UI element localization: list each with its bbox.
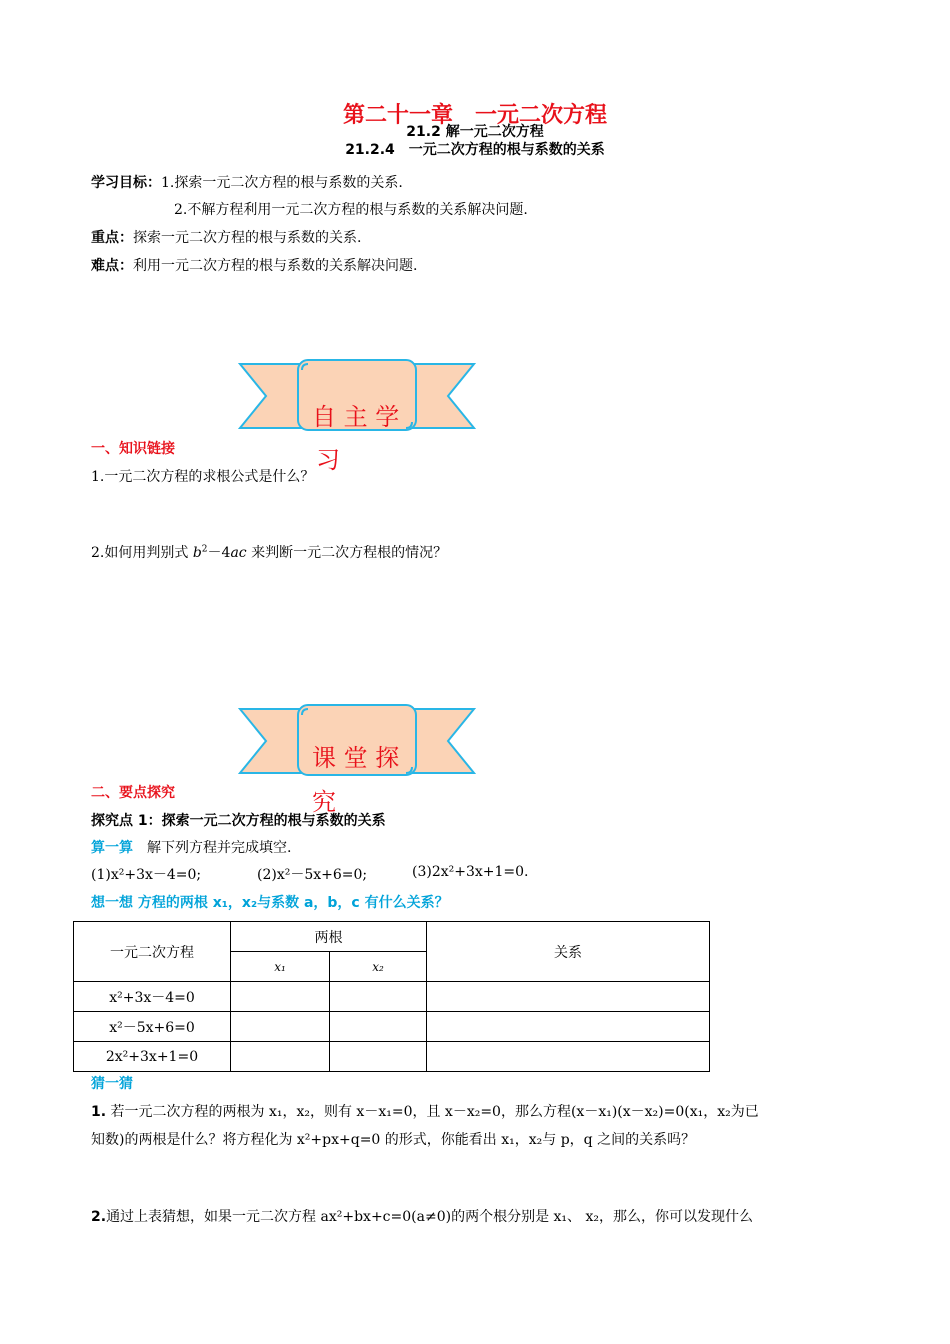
table-row <box>74 1012 710 1042</box>
difficulty-line <box>91 255 417 275</box>
key-point-line <box>91 227 361 247</box>
section-title: 21.2 解一元二次方程 <box>406 124 544 140</box>
question-2-pre: 2.如何用判别式 <box>91 545 193 561</box>
row-1-relation-cell[interactable] <box>427 982 710 1012</box>
goals-label: 学习目标： <box>91 175 161 191</box>
calc-text: 解下列方程并完成填空. <box>133 840 292 856</box>
question-2-b: b <box>192 545 202 561</box>
explore-point-1: 探究点 1：探索一元二次方程的根与系数的关系 <box>91 813 386 829</box>
question-1: 1.一元二次方程的求根公式是什么？ <box>91 469 315 485</box>
chapter-title: 第二十一章 一元二次方程 <box>342 103 607 128</box>
key-point-label: 重点： <box>91 230 133 246</box>
row-3-x2-cell[interactable] <box>330 1042 427 1072</box>
row-2-x2-cell[interactable] <box>330 1012 427 1042</box>
header-roots: 两根 <box>231 922 427 952</box>
guess-1-line-2: 知数)的两根是什么？将方程化为 x²+px+q=0 的形式，你能看出 x₁，x₂与 p，q 之间的关系吗？ <box>91 1132 696 1148</box>
header-x2: x₂ <box>330 952 427 982</box>
question-2-post: 来判断一元二次方程根的情况？ <box>246 545 448 561</box>
equation-1: (1)x²+3x－4=0; <box>91 867 202 883</box>
banner-2-overflow: 究 <box>312 788 336 816</box>
row-1-x1-cell[interactable] <box>231 982 330 1012</box>
table-row <box>74 1042 710 1072</box>
section-1-heading: 一、知识链接 <box>91 441 175 457</box>
roots-table <box>73 921 710 1072</box>
calc-line <box>91 837 291 857</box>
banner-1-text: 自 主 学 <box>312 403 400 431</box>
equation-2: (2)x²－5x+6=0; <box>257 867 368 883</box>
calc-label: 算一算 <box>91 840 133 856</box>
goal-item-2: 2.不解方程利用一元二次方程的根与系数的关系解决问题. <box>174 202 528 218</box>
row-2-relation-cell[interactable] <box>427 1012 710 1042</box>
row-2-equation: x²－5x+6=0 <box>74 1012 231 1042</box>
row-2-x1-cell[interactable] <box>231 1012 330 1042</box>
header-equation: 一元二次方程 <box>74 922 231 982</box>
row-3-x1-cell[interactable] <box>231 1042 330 1072</box>
question-2-ac: ac <box>230 545 247 561</box>
row-3-equation: 2x²+3x+1=0 <box>74 1042 231 1072</box>
banner-2-text: 课 堂 探 <box>312 744 400 772</box>
table-row <box>74 982 710 1012</box>
goal-item-1: 1.探索一元二次方程的根与系数的关系. <box>161 175 403 191</box>
subsection-title: 21.2.4 一元二次方程的根与系数的关系 <box>345 142 605 158</box>
guess-heading: 猜一猜 <box>91 1076 133 1092</box>
key-point-text: 探索一元二次方程的根与系数的关系. <box>133 230 362 246</box>
guess-2-number: 2. <box>91 1209 107 1225</box>
equation-3: (3)2x²+3x+1=0. <box>412 864 529 880</box>
header-relation: 关系 <box>427 922 710 982</box>
think-prompt: 想一想 方程的两根 x₁，x₂与系数 a，b，c 有什么关系？ <box>91 895 449 911</box>
question-2 <box>91 542 447 562</box>
guess-2-text-1: 通过上表猜想，如果一元二次方程 ax²+bx+c=0(a≠0)的两个根分别是 x₁、 x₂，那么，你可以发现什么 <box>106 1209 753 1225</box>
question-2-mid: －4 <box>207 545 231 561</box>
row-1-x2-cell[interactable] <box>330 982 427 1012</box>
header-x1: x₁ <box>231 952 330 982</box>
guess-1-number: 1. <box>91 1104 107 1120</box>
row-3-relation-cell[interactable] <box>427 1042 710 1072</box>
guess-2-line-1 <box>91 1206 753 1226</box>
row-1-equation: x²+3x－4=0 <box>74 982 231 1012</box>
guess-1-line-1 <box>91 1101 759 1121</box>
difficulty-text: 利用一元二次方程的根与系数的关系解决问题. <box>133 258 418 274</box>
goals-line-1 <box>91 172 403 192</box>
question-2-sup: 2 <box>201 544 208 555</box>
banner-1-overflow: 习 <box>316 446 340 474</box>
difficulty-label: 难点： <box>91 258 133 274</box>
section-2-heading: 二、要点探究 <box>91 785 175 801</box>
guess-1-text-1: 若一元二次方程的两根为 x₁，x₂，则有 x－x₁=0，且 x－x₂=0，那么方程(x－x₁)(x－x₂)=0(x₁，x₂为已 <box>110 1104 759 1120</box>
